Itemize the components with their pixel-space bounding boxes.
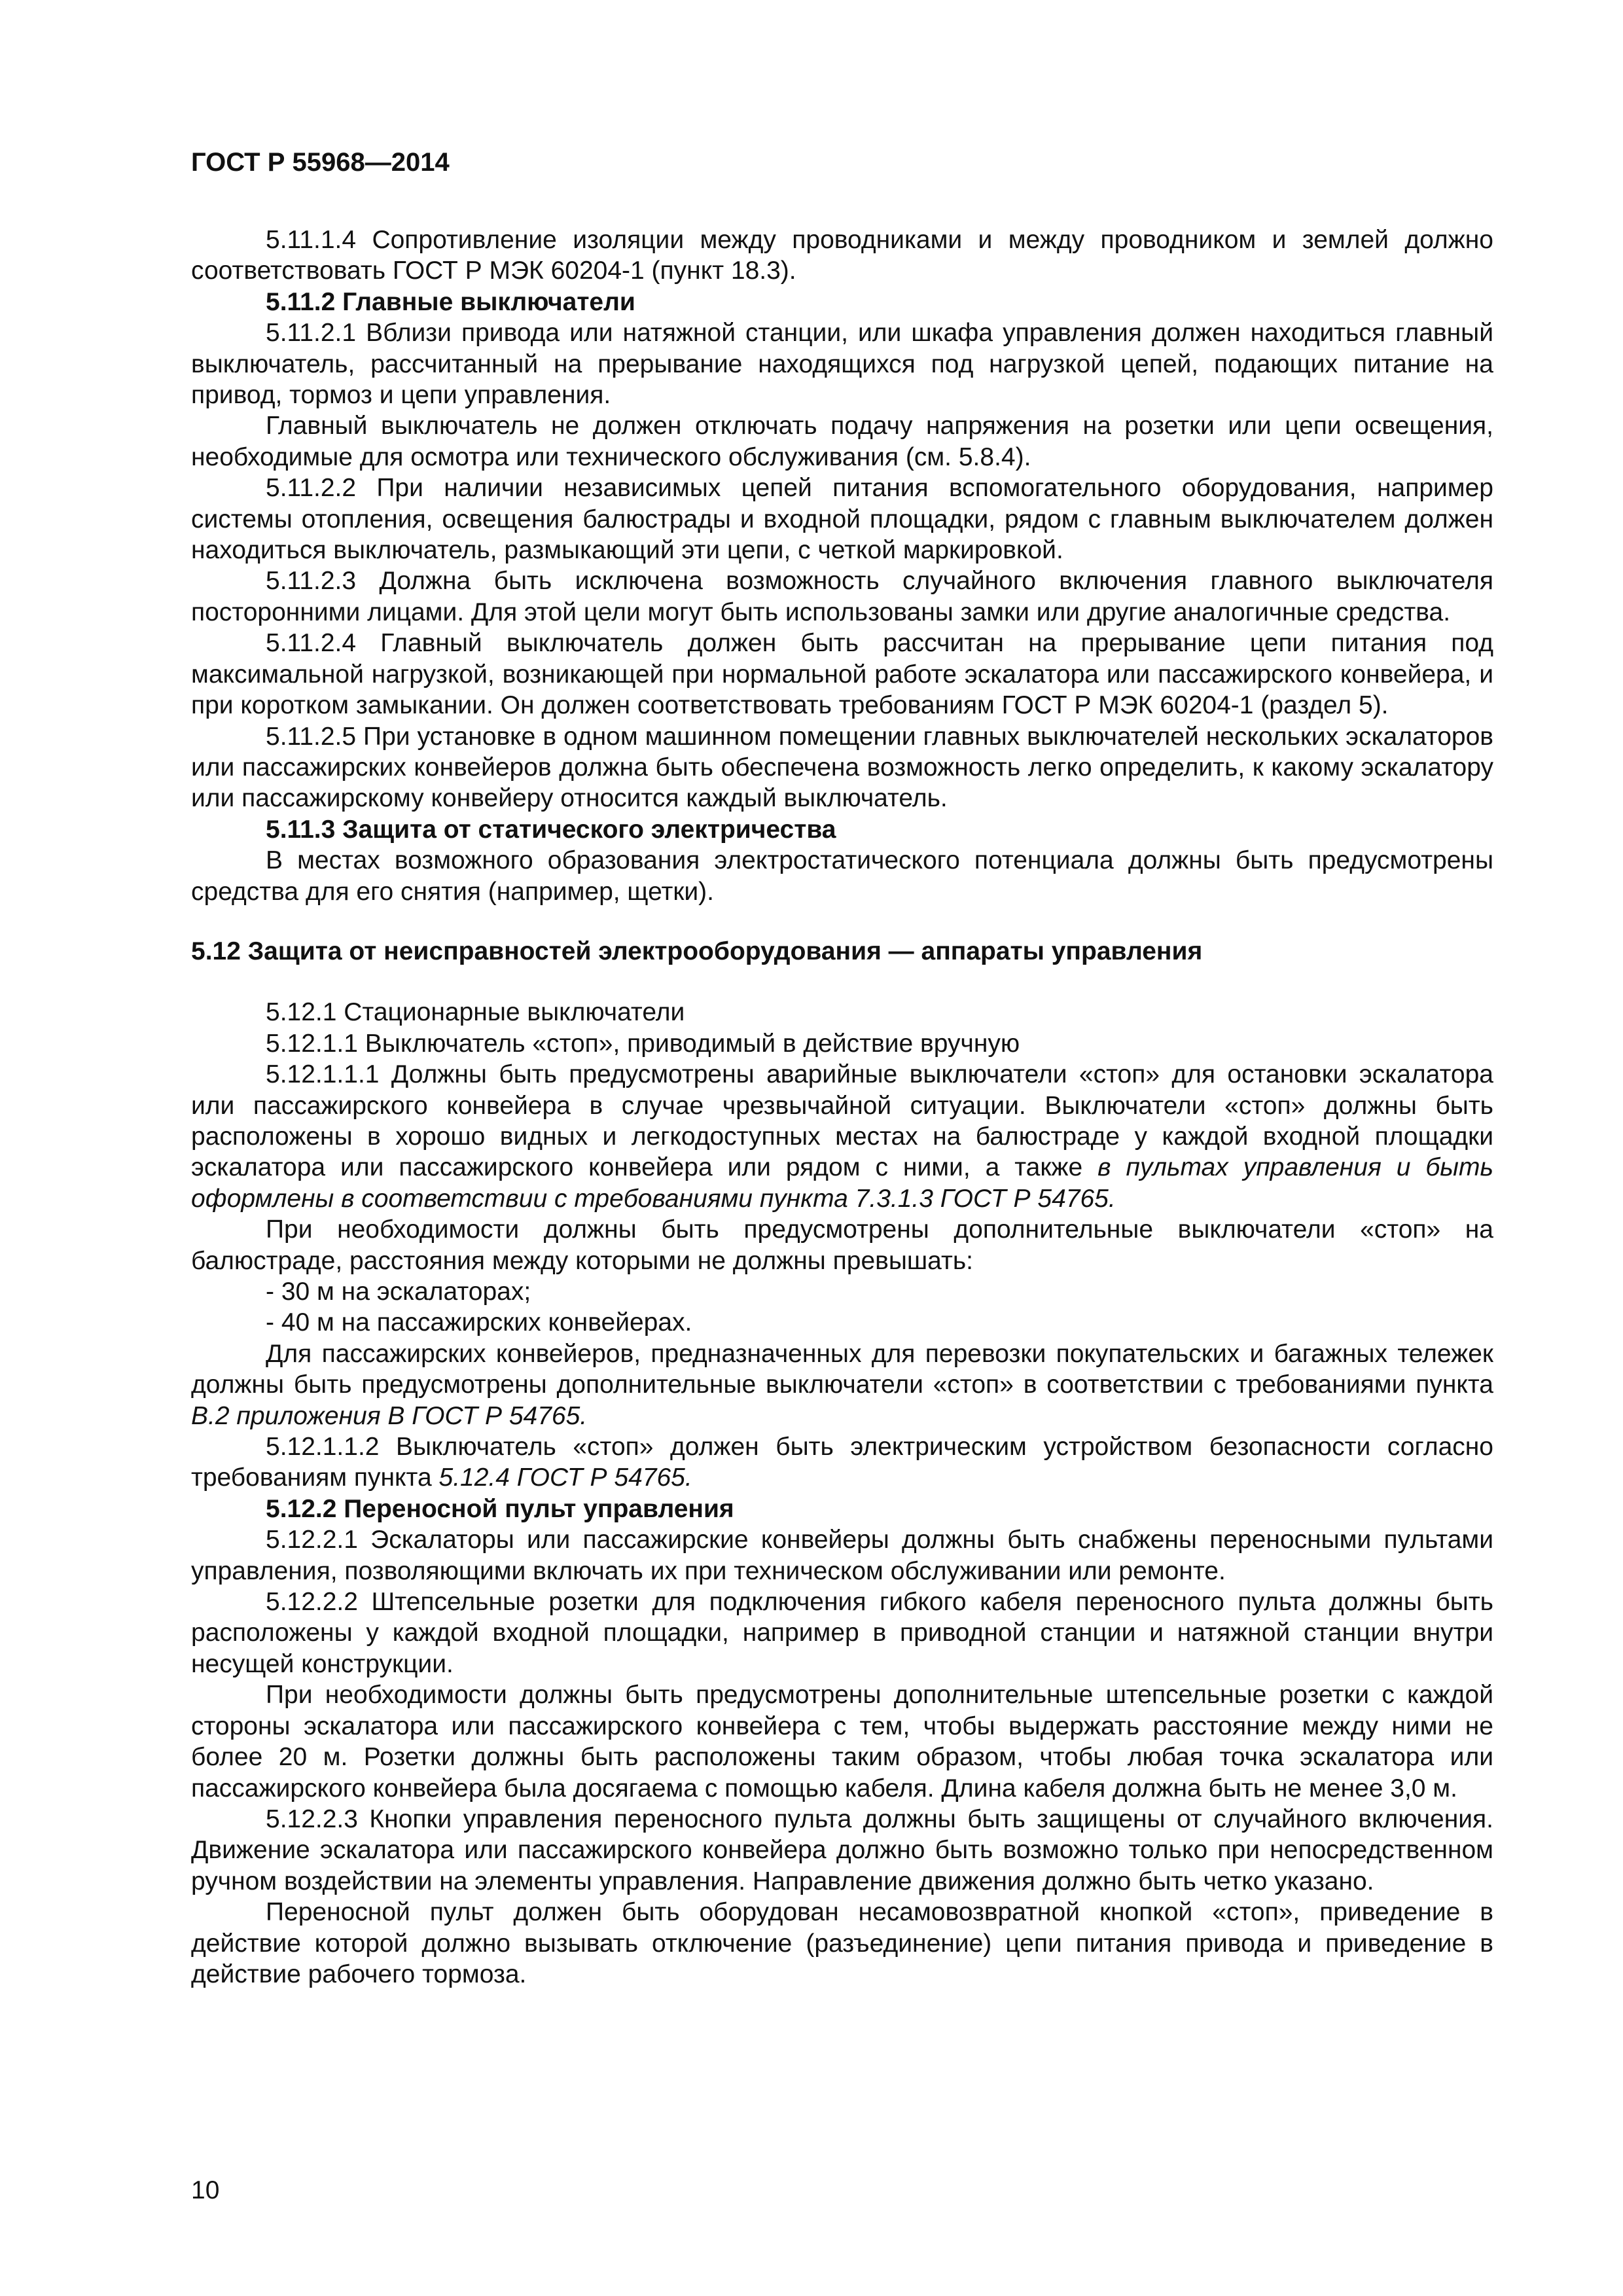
paragraph-5-12-1: 5.12.1 Стационарные выключатели [266, 998, 685, 1027]
paragraph-portable-stop-button: Переносной пульт должен быть оборудован несамовозвратной кнопкой «стоп», приведение в действие которой должно вызывать отключение (разъединение) цепи питания привода и приведение в действие рабочего тормоза. [191, 1898, 1493, 1988]
paragraph-5-11-2-4: 5.11.2.4 Главный выключатель должен быть рассчитан на прерывание цепи питания под максимальной нагрузкой, возникающей при нормальной работе эскалатора или пассажирского конвейера, и при коротком замыкании. Он должен соответствовать требованиям ГОСТ Р МЭК 60204-1 (раздел 5). [191, 629, 1493, 720]
paragraph-additional-sockets: При необходимости должны быть предусмотрены дополнительные штепсельные розетки с каждой стороны эскалатора или пассажирского конвейера с тем, чтобы выдержать расстояние между ними не более 20 м. Розетки должны быть расположены таким образом, чтобы любая точка эскалатора или пассажирского конвейера была досягаема с помощью кабеля. Длина кабеля должна быть не менее 3,0 м. [191, 1681, 1493, 1803]
page-number: 10 [191, 2176, 220, 2204]
document-body [191, 224, 1493, 1990]
document-header: ГОСТ Р 55968—2014 [191, 148, 450, 177]
paragraph-main-switch-note: Главный выключатель не должен отключать подачу напряжения на розетки или цепи освещения, необходимые для осмотра или технического обслуживания (см. 5.8.4). [191, 412, 1493, 471]
paragraph-5-12-1-1-1-text: 5.12.1.1.1 Должны быть предусмотрены аварийные выключатели «стоп» для остановки эскалатора или пассажирского конвейера в случае чрезвычайной ситуации. Выключатели «стоп» должны быть расположены в хорошо видных и легкодоступных местах на балюстраде у каждой входной площадки эскалатора или пассажирского конвейера или рядом с ними, а также [191, 1060, 1493, 1182]
paragraph-5-11-2-1: 5.11.2.1 Вблизи привода или натяжной станции, или шкафа управления должен находиться главный выключатель, рассчитанный на прерывание находящихся под нагрузкой цепей, подающих питание на привод, тормоз и цепи управления. [191, 319, 1493, 410]
paragraph-5-11-2-5: 5.11.2.5 При установке в одном машинном помещении главных выключателей нескольких эскалаторов или пассажирских конвейеров должна быть обеспечена возможность легко определить, к какому эскалатору или пассажирскому конвейеру относится каждый выключатель. [191, 722, 1493, 813]
section-heading-5-12: 5.12 Защита от неисправностей электрооборудования — аппараты управления [191, 937, 1203, 965]
heading-5-11-3: 5.11.3 Защита от статического электричества [266, 815, 836, 844]
paragraph-trolley-conveyors-italic: В.2 приложения В ГОСТ Р 54765. [191, 1401, 588, 1430]
heading-5-11-2: 5.11.2 Главные выключатели [266, 287, 635, 316]
paragraph-5-12-1-1-2 [191, 1431, 1493, 1494]
paragraph-5-12-1-1: 5.12.1.1 Выключатель «стоп», приводимый в действие вручную [266, 1029, 1020, 1058]
paragraph-5-12-2-1: 5.12.2.1 Эскалаторы или пассажирские конвейеры должны быть снабжены переносными пультами управления, позволяющими включать их при техническом обслуживании или ремонте. [191, 1526, 1493, 1585]
paragraph-5-12-2-2: 5.12.2.2 Штепсельные розетки для подключения гибкого кабеля переносного пульта должны быть расположены у каждой входной площадки, например в приводной станции и натяжной станции внутри несущей конструкции. [191, 1588, 1493, 1678]
paragraph-trolley-conveyors [191, 1338, 1493, 1431]
paragraph-trolley-conveyors-text: Для пассажирских конвейеров, предназначенных для перевозки покупательских и багажных тележек должны быть предусмотрены дополнительные выключатели «стоп» в соответствии с требованиями пункта [191, 1339, 1493, 1399]
paragraph-5-12-1-1-2-italic: 5.12.4 ГОСТ Р 54765. [438, 1463, 692, 1492]
paragraph-5-11-2-3: 5.11.2.3 Должна быть исключена возможность случайного включения главного выключателя посторонними лицами. Для этой цели могут быть использованы замки или другие аналогичные средства. [191, 567, 1493, 626]
paragraph-5-12-1-1-1-italic: в пультах управления и быть оформлены в соответствии с требованиями пункта 7.3.1.3 ГОСТ Р 54765. [191, 1153, 1493, 1213]
paragraph-additional-stop-switches: При необходимости должны быть предусмотрены дополнительные выключатели «стоп» на балюстраде, расстояния между которыми не должны превышать: [191, 1215, 1493, 1275]
list-item-conveyors-distance: - 40 м на пассажирских конвейерах. [266, 1308, 692, 1337]
paragraph-5-12-1-1-2-text: 5.12.1.1.2 Выключатель «стоп» должен быть электрическим устройством безопасности согласно требованиям пункта [191, 1433, 1493, 1492]
paragraph-5-11-2-2: 5.11.2.2 При наличии независимых цепей питания вспомогательного оборудования, например системы отопления, освещения балюстрады и входной площадки, рядом с главным выключателем должен находиться выключатель, размыкающий эти цепи, с четкой маркировкой. [191, 474, 1493, 565]
paragraph-5-12-2-3: 5.12.2.3 Кнопки управления переносного пульта должны быть защищены от случайного включения. Движение эскалатора или пассажирского конвейера должно быть возможно только при непосредственном ручном воздействии на элементы управления. Направление движения должно быть четко указано. [191, 1804, 1493, 1895]
paragraph-5-11-1-4: 5.11.1.4 Сопротивление изоляции между проводниками и между проводником и землей должно соответствовать ГОСТ Р МЭК 60204-1 (пункт 18.3). [191, 226, 1493, 285]
paragraph-static-electricity: В местах возможного образования электростатического потенциала должны быть предусмотрены средства для его снятия (например, щетки). [191, 846, 1493, 906]
paragraph-5-12-1-1-1 [191, 1059, 1493, 1214]
heading-5-12-2: 5.12.2 Переносной пульт управления [266, 1494, 734, 1523]
list-item-escalators-distance: - 30 м на эскалаторах; [266, 1278, 531, 1306]
